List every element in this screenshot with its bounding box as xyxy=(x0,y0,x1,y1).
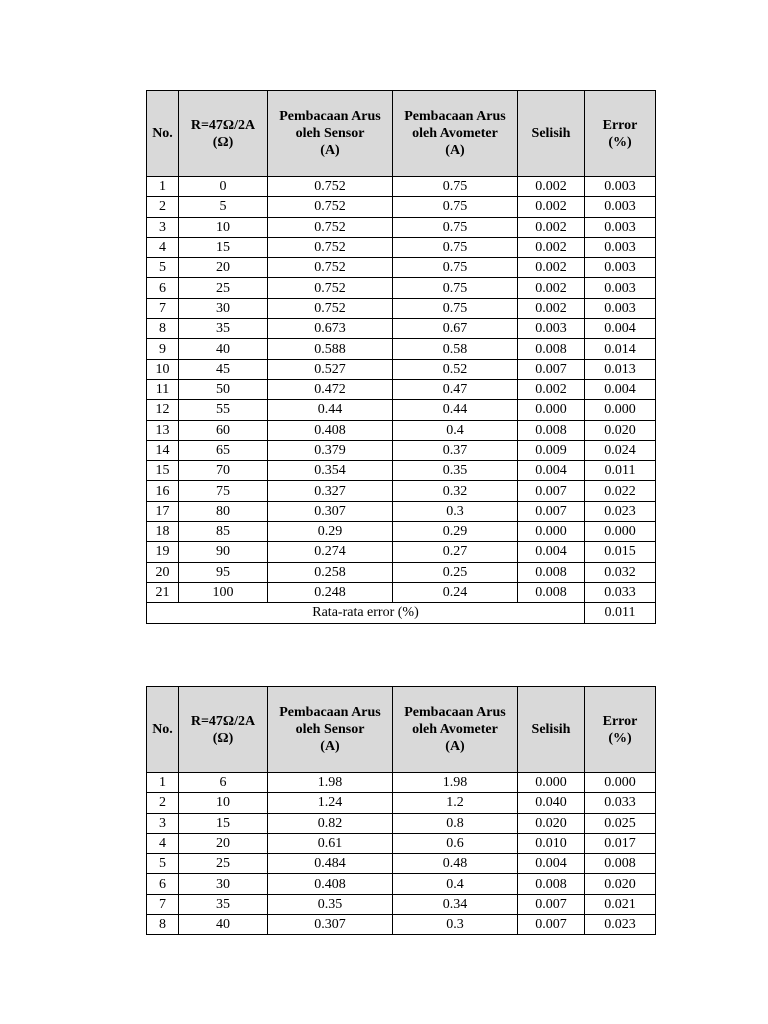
cell-avometer-reading: 0.3 xyxy=(393,501,518,521)
cell-sensor-reading: 0.752 xyxy=(268,258,393,278)
cell-sensor-reading: 0.588 xyxy=(268,339,393,359)
cell-no: 11 xyxy=(147,379,179,399)
cell-selisih: 0.004 xyxy=(518,542,585,562)
table-row xyxy=(147,359,656,379)
cell-no: 3 xyxy=(147,217,179,237)
cell-error: 0.032 xyxy=(585,562,656,582)
header-sensor-reading: Pembacaan Arus oleh Sensor (A) xyxy=(268,91,393,177)
cell-avometer-reading: 0.27 xyxy=(393,542,518,562)
cell-avometer-reading: 0.75 xyxy=(393,258,518,278)
cell-error: 0.004 xyxy=(585,319,656,339)
cell-no: 13 xyxy=(147,420,179,440)
cell-selisih: 0.002 xyxy=(518,217,585,237)
cell-sensor-reading: 0.258 xyxy=(268,562,393,582)
table-row xyxy=(147,562,656,582)
cell-avometer-reading: 0.4 xyxy=(393,420,518,440)
cell-error: 0.013 xyxy=(585,359,656,379)
cell-sensor-reading: 0.307 xyxy=(268,915,393,935)
cell-avometer-reading: 0.75 xyxy=(393,278,518,298)
cell-no: 4 xyxy=(147,237,179,257)
cell-selisih: 0.007 xyxy=(518,481,585,501)
cell-sensor-reading: 0.673 xyxy=(268,319,393,339)
cell-sensor-reading: 0.752 xyxy=(268,278,393,298)
cell-selisih: 0.002 xyxy=(518,177,585,197)
cell-no: 4 xyxy=(147,833,179,853)
cell-error: 0.020 xyxy=(585,420,656,440)
table-row xyxy=(147,874,656,894)
cell-selisih: 0.002 xyxy=(518,298,585,318)
cell-resistance: 35 xyxy=(179,319,268,339)
cell-error: 0.025 xyxy=(585,813,656,833)
cell-no: 2 xyxy=(147,793,179,813)
cell-error: 0.000 xyxy=(585,522,656,542)
cell-resistance: 95 xyxy=(179,562,268,582)
cell-no: 16 xyxy=(147,481,179,501)
cell-selisih: 0.004 xyxy=(518,854,585,874)
cell-no: 7 xyxy=(147,298,179,318)
cell-sensor-reading: 1.24 xyxy=(268,793,393,813)
cell-error: 0.008 xyxy=(585,854,656,874)
cell-avometer-reading: 0.44 xyxy=(393,400,518,420)
cell-no: 18 xyxy=(147,522,179,542)
cell-sensor-reading: 0.752 xyxy=(268,237,393,257)
header-sensor-reading: Pembacaan Arus oleh Sensor (A) xyxy=(268,687,393,773)
table-row xyxy=(147,319,656,339)
cell-sensor-reading: 0.484 xyxy=(268,854,393,874)
cell-avometer-reading: 0.67 xyxy=(393,319,518,339)
cell-resistance: 35 xyxy=(179,894,268,914)
cell-sensor-reading: 0.248 xyxy=(268,582,393,602)
cell-avometer-reading: 0.48 xyxy=(393,854,518,874)
cell-avometer-reading: 0.75 xyxy=(393,177,518,197)
cell-resistance: 5 xyxy=(179,197,268,217)
cell-resistance: 60 xyxy=(179,420,268,440)
cell-error: 0.017 xyxy=(585,833,656,853)
table-body xyxy=(147,773,656,935)
cell-resistance: 10 xyxy=(179,793,268,813)
cell-sensor-reading: 0.379 xyxy=(268,440,393,460)
cell-sensor-reading: 0.82 xyxy=(268,813,393,833)
cell-no: 6 xyxy=(147,874,179,894)
cell-resistance: 10 xyxy=(179,217,268,237)
measurement-table-1 xyxy=(146,90,656,624)
header-no: No. xyxy=(147,91,179,177)
cell-no: 2 xyxy=(147,197,179,217)
table-row xyxy=(147,440,656,460)
cell-resistance: 15 xyxy=(179,813,268,833)
cell-resistance: 15 xyxy=(179,237,268,257)
cell-no: 8 xyxy=(147,319,179,339)
cell-error: 0.033 xyxy=(585,793,656,813)
cell-sensor-reading: 0.472 xyxy=(268,379,393,399)
cell-avometer-reading: 1.98 xyxy=(393,773,518,793)
table-row xyxy=(147,339,656,359)
cell-error: 0.020 xyxy=(585,874,656,894)
table-body xyxy=(147,177,656,603)
cell-no: 1 xyxy=(147,773,179,793)
cell-selisih: 0.020 xyxy=(518,813,585,833)
table-row xyxy=(147,773,656,793)
cell-avometer-reading: 1.2 xyxy=(393,793,518,813)
header-avometer-reading: Pembacaan Arus oleh Avometer (A) xyxy=(393,91,518,177)
cell-selisih: 0.000 xyxy=(518,773,585,793)
cell-no: 8 xyxy=(147,915,179,935)
cell-avometer-reading: 0.75 xyxy=(393,298,518,318)
table-row xyxy=(147,813,656,833)
header-selisih: Selisih xyxy=(518,687,585,773)
cell-avometer-reading: 0.75 xyxy=(393,237,518,257)
cell-error: 0.000 xyxy=(585,400,656,420)
cell-error: 0.003 xyxy=(585,258,656,278)
cell-error: 0.021 xyxy=(585,894,656,914)
cell-selisih: 0.007 xyxy=(518,359,585,379)
table-row xyxy=(147,217,656,237)
header-resistance: R=47Ω/2A (Ω) xyxy=(179,91,268,177)
cell-no: 19 xyxy=(147,542,179,562)
cell-resistance: 90 xyxy=(179,542,268,562)
cell-error: 0.000 xyxy=(585,773,656,793)
cell-avometer-reading: 0.8 xyxy=(393,813,518,833)
cell-error: 0.003 xyxy=(585,237,656,257)
header-error: Error (%) xyxy=(585,687,656,773)
cell-avometer-reading: 0.29 xyxy=(393,522,518,542)
cell-selisih: 0.002 xyxy=(518,379,585,399)
cell-error: 0.004 xyxy=(585,379,656,399)
cell-error: 0.033 xyxy=(585,582,656,602)
table-row xyxy=(147,915,656,935)
cell-selisih: 0.010 xyxy=(518,833,585,853)
average-error-value: 0.011 xyxy=(585,603,656,623)
cell-sensor-reading: 0.29 xyxy=(268,522,393,542)
table-row xyxy=(147,258,656,278)
cell-no: 20 xyxy=(147,562,179,582)
cell-resistance: 85 xyxy=(179,522,268,542)
cell-no: 15 xyxy=(147,461,179,481)
cell-sensor-reading: 0.752 xyxy=(268,298,393,318)
header-avometer-reading: Pembacaan Arus oleh Avometer (A) xyxy=(393,687,518,773)
table-row xyxy=(147,197,656,217)
cell-resistance: 40 xyxy=(179,915,268,935)
cell-resistance: 80 xyxy=(179,501,268,521)
cell-sensor-reading: 0.752 xyxy=(268,217,393,237)
cell-sensor-reading: 0.307 xyxy=(268,501,393,521)
cell-resistance: 50 xyxy=(179,379,268,399)
cell-error: 0.003 xyxy=(585,197,656,217)
cell-sensor-reading: 0.61 xyxy=(268,833,393,853)
cell-error: 0.024 xyxy=(585,440,656,460)
cell-selisih: 0.007 xyxy=(518,915,585,935)
table-row xyxy=(147,177,656,197)
cell-error: 0.023 xyxy=(585,501,656,521)
cell-selisih: 0.008 xyxy=(518,420,585,440)
cell-resistance: 6 xyxy=(179,773,268,793)
cell-sensor-reading: 0.354 xyxy=(268,461,393,481)
cell-error: 0.003 xyxy=(585,278,656,298)
cell-avometer-reading: 0.37 xyxy=(393,440,518,460)
header-resistance: R=47Ω/2A (Ω) xyxy=(179,687,268,773)
cell-avometer-reading: 0.34 xyxy=(393,894,518,914)
cell-no: 7 xyxy=(147,894,179,914)
cell-no: 5 xyxy=(147,258,179,278)
table-row xyxy=(147,854,656,874)
table-row xyxy=(147,894,656,914)
cell-no: 17 xyxy=(147,501,179,521)
cell-selisih: 0.040 xyxy=(518,793,585,813)
table-row xyxy=(147,420,656,440)
cell-no: 5 xyxy=(147,854,179,874)
cell-no: 14 xyxy=(147,440,179,460)
cell-no: 6 xyxy=(147,278,179,298)
cell-no: 1 xyxy=(147,177,179,197)
cell-selisih: 0.007 xyxy=(518,501,585,521)
cell-avometer-reading: 0.47 xyxy=(393,379,518,399)
cell-selisih: 0.000 xyxy=(518,400,585,420)
cell-resistance: 70 xyxy=(179,461,268,481)
cell-selisih: 0.002 xyxy=(518,258,585,278)
cell-resistance: 100 xyxy=(179,582,268,602)
header-selisih: Selisih xyxy=(518,91,585,177)
cell-sensor-reading: 0.752 xyxy=(268,177,393,197)
cell-resistance: 75 xyxy=(179,481,268,501)
cell-no: 10 xyxy=(147,359,179,379)
cell-selisih: 0.008 xyxy=(518,562,585,582)
cell-resistance: 25 xyxy=(179,278,268,298)
cell-error: 0.003 xyxy=(585,217,656,237)
cell-sensor-reading: 0.408 xyxy=(268,874,393,894)
cell-resistance: 45 xyxy=(179,359,268,379)
table-row xyxy=(147,481,656,501)
cell-no: 9 xyxy=(147,339,179,359)
table-row xyxy=(147,379,656,399)
cell-resistance: 0 xyxy=(179,177,268,197)
cell-avometer-reading: 0.3 xyxy=(393,915,518,935)
cell-resistance: 30 xyxy=(179,874,268,894)
cell-selisih: 0.007 xyxy=(518,894,585,914)
cell-selisih: 0.008 xyxy=(518,582,585,602)
table-header xyxy=(147,91,656,177)
cell-sensor-reading: 1.98 xyxy=(268,773,393,793)
measurement-table-2 xyxy=(146,686,656,935)
cell-no: 21 xyxy=(147,582,179,602)
cell-selisih: 0.003 xyxy=(518,319,585,339)
table-row xyxy=(147,298,656,318)
cell-resistance: 55 xyxy=(179,400,268,420)
cell-sensor-reading: 0.35 xyxy=(268,894,393,914)
header-no: No. xyxy=(147,687,179,773)
cell-selisih: 0.009 xyxy=(518,440,585,460)
table-row xyxy=(147,278,656,298)
cell-sensor-reading: 0.44 xyxy=(268,400,393,420)
cell-avometer-reading: 0.52 xyxy=(393,359,518,379)
cell-selisih: 0.002 xyxy=(518,237,585,257)
cell-error: 0.022 xyxy=(585,481,656,501)
cell-resistance: 20 xyxy=(179,258,268,278)
cell-selisih: 0.002 xyxy=(518,197,585,217)
cell-sensor-reading: 0.274 xyxy=(268,542,393,562)
cell-avometer-reading: 0.32 xyxy=(393,481,518,501)
table-row xyxy=(147,400,656,420)
cell-error: 0.014 xyxy=(585,339,656,359)
cell-no: 3 xyxy=(147,813,179,833)
cell-avometer-reading: 0.24 xyxy=(393,582,518,602)
table-row xyxy=(147,501,656,521)
cell-error: 0.003 xyxy=(585,298,656,318)
cell-avometer-reading: 0.4 xyxy=(393,874,518,894)
cell-selisih: 0.008 xyxy=(518,339,585,359)
table-row xyxy=(147,793,656,813)
cell-avometer-reading: 0.58 xyxy=(393,339,518,359)
table-row xyxy=(147,582,656,602)
cell-selisih: 0.008 xyxy=(518,874,585,894)
table-row xyxy=(147,833,656,853)
cell-error: 0.023 xyxy=(585,915,656,935)
cell-sensor-reading: 0.327 xyxy=(268,481,393,501)
cell-error: 0.011 xyxy=(585,461,656,481)
cell-selisih: 0.002 xyxy=(518,278,585,298)
header-error: Error (%) xyxy=(585,91,656,177)
table-row xyxy=(147,542,656,562)
cell-resistance: 20 xyxy=(179,833,268,853)
cell-avometer-reading: 0.75 xyxy=(393,197,518,217)
average-error-row xyxy=(147,603,656,623)
cell-resistance: 25 xyxy=(179,854,268,874)
cell-sensor-reading: 0.752 xyxy=(268,197,393,217)
cell-selisih: 0.000 xyxy=(518,522,585,542)
table-row xyxy=(147,461,656,481)
table-row xyxy=(147,237,656,257)
cell-error: 0.003 xyxy=(585,177,656,197)
cell-sensor-reading: 0.408 xyxy=(268,420,393,440)
table-header xyxy=(147,687,656,773)
cell-selisih: 0.004 xyxy=(518,461,585,481)
cell-avometer-reading: 0.6 xyxy=(393,833,518,853)
cell-avometer-reading: 0.35 xyxy=(393,461,518,481)
cell-avometer-reading: 0.75 xyxy=(393,217,518,237)
cell-error: 0.015 xyxy=(585,542,656,562)
cell-resistance: 40 xyxy=(179,339,268,359)
table-row xyxy=(147,522,656,542)
cell-resistance: 30 xyxy=(179,298,268,318)
cell-no: 12 xyxy=(147,400,179,420)
cell-resistance: 65 xyxy=(179,440,268,460)
cell-avometer-reading: 0.25 xyxy=(393,562,518,582)
cell-sensor-reading: 0.527 xyxy=(268,359,393,379)
average-error-label: Rata-rata error (%) xyxy=(147,603,585,623)
